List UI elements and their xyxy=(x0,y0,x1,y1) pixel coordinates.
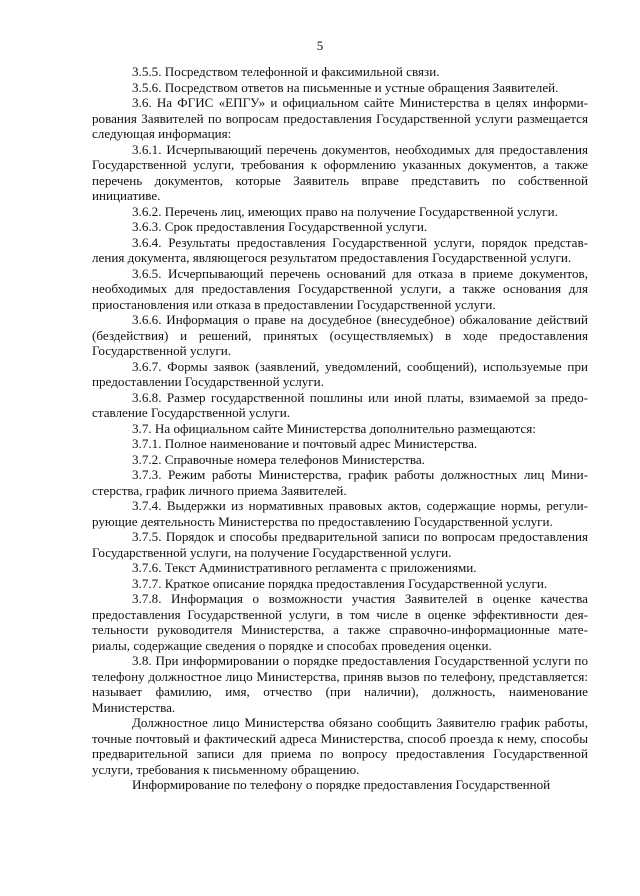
paragraph: 3.7.5. Порядок и способы предварительной записи по вопросам предоставления Государственной услуги, на получение Государственной услуги. xyxy=(92,529,588,560)
paragraph: 3.7.8. Информация о возможности участия Заявителей в оценке качества предоставления Государственной услуги, в том числе в оценке эффективности деятельности руководителя Министерства, а также справочно-информационные материалы, содержащие сведения о порядке и способах проведения оценки. xyxy=(92,591,588,653)
paragraph: 3.6.4. Результаты предоставления Государственной услуги, порядок представления документа, являющегося результатом предоставления Государственной услуги. xyxy=(92,234,588,265)
paragraph: 3.7. На официальном сайте Министерства дополнительно размещаются: xyxy=(132,420,536,436)
paragraph: 3.6.6. Информация о праве на досудебное (внесудебное) обжалование действий (бездействия) и решений, принятых (осуществляемых) в ходе предоставления Государственной услуги. xyxy=(92,312,588,358)
paragraph: 3.6.5. Исчерпывающий перечень оснований для отказа в приеме документов, необходимых для предоставления Государственной услуги, а также основания для приостановления или отказа в предоставлении Государственной услуги. xyxy=(92,265,588,312)
paragraph: 3.7.6. Текст Административного регламента с приложениями. xyxy=(132,560,477,575)
paragraph: 3.6.1. Исчерпывающий перечень документов, необходимых для предоставления Государственной услуги, требования к оформлению указанных документов, а также перечень документов, которые Заявитель вправе представить по собственной инициативе. xyxy=(92,141,588,203)
paragraph: 3.7.1. Полное наименование и почтовый адрес Министерства. xyxy=(132,436,478,451)
paragraph: 3.6.8. Размер государственной пошлины или иной платы, взимаемой за предоставление Государственной услуги. xyxy=(92,389,588,420)
paragraph: 3.6. На ФГИС «ЕПГУ» и официальном сайте Министерства в целях информирования Заявителей по вопросам предоставления Государственной услуги размещается следующая информация: xyxy=(92,95,588,141)
paragraph: Должностное лицо Министерства обязано сообщить Заявителю график работы, точные почтовый и фактический адреса Министерства, способ проезда к нему, способы предварительной записи для приема по вопросу предоставления Государственной услуги, требования к письменному обращению. xyxy=(92,715,588,777)
page-number: 5 xyxy=(316,38,324,53)
paragraph: 3.5.6. Посредством ответов на письменные и устные обращения Заявителей. xyxy=(132,79,559,95)
paragraph: 3.7.7. Краткое описание порядка предоставления Государственной услуги. xyxy=(132,575,548,591)
paragraph: 3.7.3. Режим работы Министерства, график работы должностных лиц Министерства, график личного приема Заявителей. xyxy=(92,467,588,498)
paragraph: 3.7.2. Справочные номера телефонов Министерства. xyxy=(132,451,425,467)
paragraph: 3.7.4. Выдержки из нормативных правовых актов, содержащие нормы, регулирующие деятельность Министерства по предоставлению Государственной услуги. xyxy=(92,498,588,529)
paragraph: 3.6.2. Перечень лиц, имеющих право на получение Государственной услуги. xyxy=(132,203,558,219)
paragraph: 3.8. При информировании о порядке предоставления Государственной услуги по телефону должностное лицо Министерства, приняв вызов по телефону, представляется: называет фамилию, имя, отчество (при наличии), должность, наименование Министерства. xyxy=(92,653,588,715)
paragraph: Информирование по телефону о порядке предоставления Государственной xyxy=(132,777,551,792)
paragraph: 3.5.5. Посредством телефонной и факсимильной связи. xyxy=(132,64,440,79)
paragraph: 3.6.3. Срок предоставления Государственной услуги. xyxy=(132,219,428,234)
paragraph: 3.6.7. Формы заявок (заявлений, уведомлений, сообщений), используемые при предоставлении Государственной услуги. xyxy=(92,358,588,389)
document-body xyxy=(92,64,588,793)
